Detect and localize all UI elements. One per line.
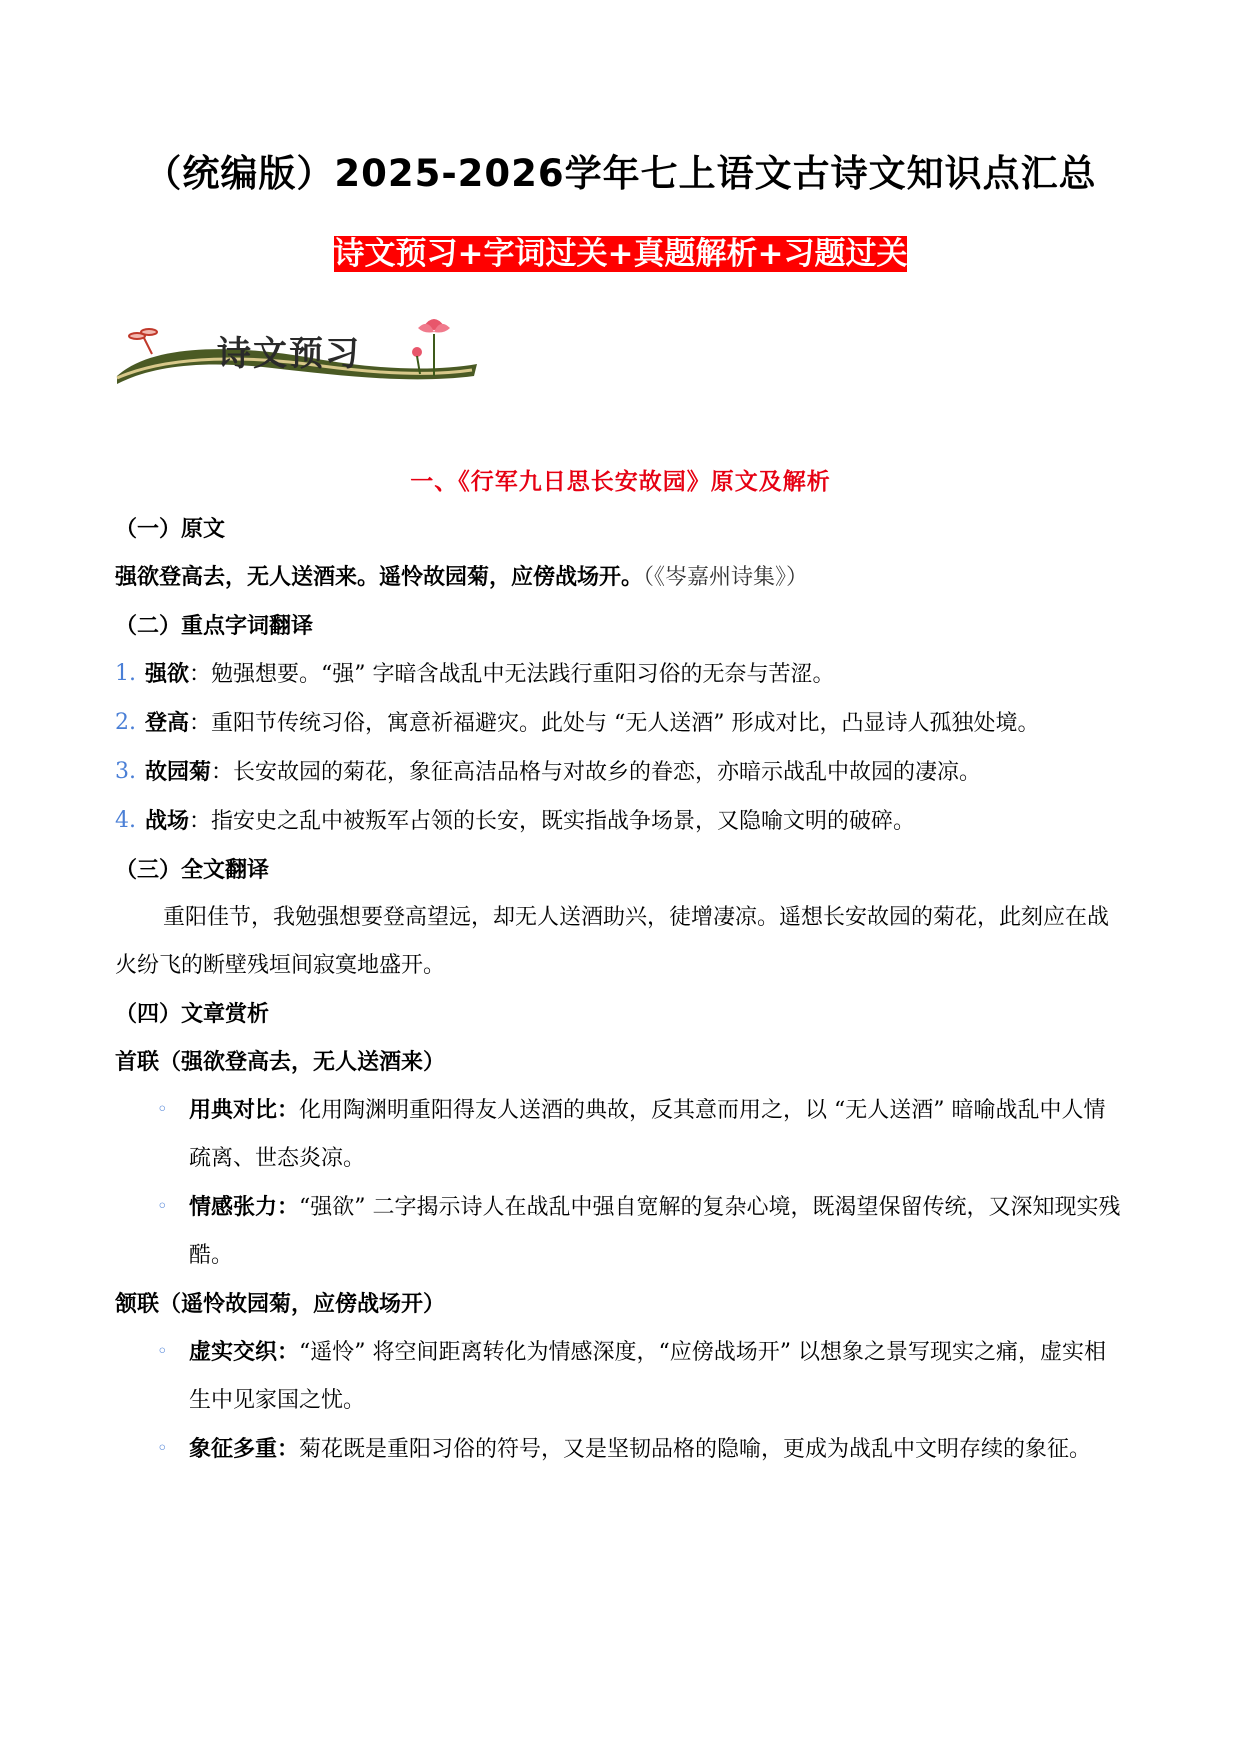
term-separator: ： <box>189 711 212 736</box>
dragonfly-icon <box>129 329 157 354</box>
subtitle-segment: 真题解析 <box>633 236 758 272</box>
vocab-item <box>115 650 1125 699</box>
term-separator: ： <box>189 662 212 687</box>
original-poem: 强欲登高去，无人送酒来。遥怜故园菊，应傍战场开。 <box>115 564 644 590</box>
appreciation-text: 菊花既是重阳习俗的符号，又是坚韧品格的隐喻，更成为战乱中文明存续的象征。 <box>299 1437 1092 1462</box>
subtitle-banner <box>0 228 1241 273</box>
vocab-term: 战场 <box>145 808 190 834</box>
subtitle-segment: 习题过关 <box>783 236 908 272</box>
vocab-term: 故园菊 <box>145 759 212 785</box>
term-separator: ： <box>211 760 234 785</box>
vocab-item <box>115 797 1125 846</box>
term-separator: ： <box>277 1436 300 1462</box>
appreciation-item <box>115 1328 1125 1425</box>
vocab-term: 登高 <box>145 710 190 736</box>
bullet-icon: ◦ <box>157 1438 168 1459</box>
translation-paragraph: 重阳佳节，我勉强想要登高望远，却无人送酒助兴，徒增凄凉。遥想长安故园的菊花，此刻应在战火纷飞的断壁残垣间寂寞地盛开。 <box>115 905 1110 978</box>
appreciation-item <box>115 1086 1125 1183</box>
document-title: （统编版）2025-2026学年七上语文古诗文知识点汇总 <box>144 152 1097 195</box>
bullet-icon: ◦ <box>157 1196 168 1217</box>
item-number: 4. <box>115 808 136 833</box>
heading-appreciation: （四）文章赏析 <box>115 1001 270 1027</box>
term-separator: ： <box>277 1194 300 1220</box>
banner-label: 诗文预习 <box>217 334 361 374</box>
bullet-icon: ◦ <box>157 1341 168 1362</box>
appreciation-text: “强欲” 二字揭示诗人在战乱中强自宽解的复杂心境，既渴望保留传统，又深知现实残酷。 <box>189 1195 1121 1268</box>
item-number: 2. <box>115 710 136 735</box>
original-source: （《岑嘉州诗集》） <box>643 565 809 590</box>
subtitle-plus: + <box>457 236 484 272</box>
heading-vocab: （二）重点字词翻译 <box>115 613 314 639</box>
appreciation-term: 用典对比 <box>189 1097 278 1123</box>
section-title: 一、《行军九日思长安故园》原文及解析 <box>410 468 831 495</box>
vocab-explanation: 长安故园的菊花，象征高洁品格与对故乡的眷恋，亦暗示战乱中故园的凄凉。 <box>233 760 982 785</box>
term-separator: ： <box>189 809 212 834</box>
vocab-term: 强欲 <box>145 661 190 687</box>
bullet-icon: ◦ <box>157 1099 168 1120</box>
subtitle-plus: + <box>757 236 784 272</box>
couplet-title: 颔联（遥怜故园菊，应傍战场开） <box>115 1291 446 1317</box>
vocab-item <box>115 699 1125 748</box>
document-body <box>115 505 1125 1474</box>
appreciation-text: “遥怜” 将空间距离转化为情感深度，“应傍战场开” 以想象之景写现实之痛，虚实相生中见家国之忧。 <box>189 1340 1107 1413</box>
vocab-explanation: 勉强想要。“强” 字暗含战乱中无法践行重阳习俗的无奈与苦涩。 <box>211 662 835 687</box>
appreciation-item <box>115 1183 1125 1280</box>
appreciation-term: 虚实交织 <box>189 1339 278 1365</box>
appreciation-text: 化用陶渊明重阳得友人送酒的典故，反其意而用之，以 “无人送酒” 暗喻战乱中人情疏离、世态炎凉。 <box>189 1098 1106 1171</box>
appreciation-term: 象征多重 <box>189 1436 278 1462</box>
vocab-explanation: 重阳节传统习俗，寓意祈福避灾。此处与 “无人送酒” 形成对比，凸显诗人孤独处境。 <box>211 711 1040 736</box>
item-number: 1. <box>115 661 136 686</box>
section-banner <box>112 314 482 392</box>
original-text-line <box>115 553 1125 602</box>
appreciation-term: 情感张力 <box>189 1194 278 1220</box>
heading-original: （一）原文 <box>115 516 226 542</box>
item-number: 3. <box>115 759 136 784</box>
subtitle-segment: 字词过关 <box>483 236 608 272</box>
couplet-title: 首联（强欲登高去，无人送酒来） <box>115 1049 446 1075</box>
term-separator: ： <box>277 1097 300 1123</box>
subtitle-plus: + <box>607 236 634 272</box>
vocab-item <box>115 748 1125 797</box>
heading-translation: （三）全文翻译 <box>115 857 270 883</box>
appreciation-item <box>115 1425 1125 1474</box>
subtitle-segment: 诗文预习 <box>333 236 458 272</box>
vocab-explanation: 指安史之乱中被叛军占领的长安，既实指战争场景，又隐喻文明的破碎。 <box>211 809 916 834</box>
lotus-icon <box>412 319 450 376</box>
term-separator: ： <box>277 1339 300 1365</box>
